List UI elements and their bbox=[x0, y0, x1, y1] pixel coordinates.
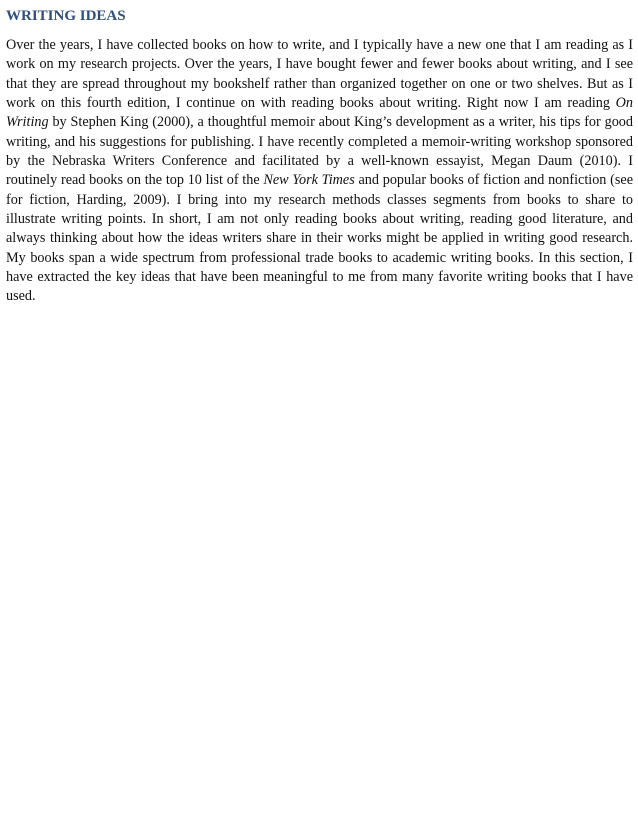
book-title-on-writing: On Writing bbox=[6, 95, 633, 131]
body-paragraph bbox=[6, 36, 633, 307]
paragraph-text-part-2: by Stephen King (2000), a thoughtful memoir about King’s development as a writer, his tips for good writing, and his suggestions for publishing. I have recently completed a memoir-writing workshop sponsored by the Nebraska Writers Conference and facilitated by a well-known essayist, Megan Daum (2010). I routinely read books on the top 10 list of the bbox=[6, 114, 633, 189]
document-page bbox=[6, 6, 633, 307]
section-heading: WRITING IDEAS bbox=[6, 8, 126, 24]
paragraph-text-part-1: Over the years, I have collected books on how to write, and I typically have a new one that I am reading as I work on my research projects. Over the years, I have bought fewer and fewer books about writing, and I see that they are spread throughout my bookshelf rather than organized together on one or two shelves. But as I work on this fourth edition, I continue on with reading books about writing. Right now I am reading bbox=[6, 37, 633, 112]
paragraph-text-part-3: and popular books of fiction and nonfiction (see for fiction, Harding, 2009). I bring into my research methods classes segments from books to share to illustrate writing points. In short, I am not only reading books about writing, reading good literature, and always thinking about how the ideas writers share in their works might be applied in writing good research. My books span a wide spectrum from professional trade books to academic writing books. In this section, I have extracted the key ideas that have been meaningful to me from many favorite writing books that I have used. bbox=[6, 172, 633, 305]
newspaper-title: New York Times bbox=[263, 172, 355, 189]
